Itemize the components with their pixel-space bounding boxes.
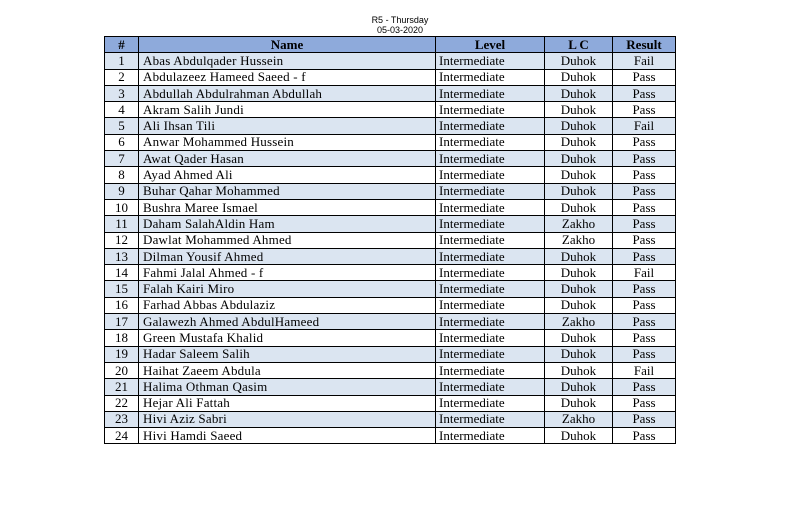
cell-level: Intermediate	[436, 167, 545, 183]
table-row	[105, 281, 676, 297]
table-row	[105, 314, 676, 330]
cell-lc: Zakho	[545, 411, 613, 427]
cell-lc: Duhok	[545, 395, 613, 411]
cell-number: 1	[105, 53, 139, 69]
cell-result: Pass	[613, 134, 676, 150]
table-row	[105, 167, 676, 183]
cell-name: Hivi Aziz Sabri	[139, 411, 436, 427]
cell-name: Green Mustafa Khalid	[139, 330, 436, 346]
cell-level: Intermediate	[436, 297, 545, 313]
cell-level: Intermediate	[436, 199, 545, 215]
cell-number: 19	[105, 346, 139, 362]
cell-name: Farhad Abbas Abdulaziz	[139, 297, 436, 313]
cell-lc: Duhok	[545, 362, 613, 378]
cell-number: 15	[105, 281, 139, 297]
cell-number: 21	[105, 379, 139, 395]
cell-level: Intermediate	[436, 346, 545, 362]
cell-name: Hadar Saleem Salih	[139, 346, 436, 362]
cell-result: Pass	[613, 183, 676, 199]
table-row	[105, 346, 676, 362]
table-row	[105, 362, 676, 378]
table-row	[105, 216, 676, 232]
table-row	[105, 248, 676, 264]
cell-number: 23	[105, 411, 139, 427]
cell-level: Intermediate	[436, 330, 545, 346]
table-row	[105, 151, 676, 167]
cell-lc: Zakho	[545, 216, 613, 232]
cell-level: Intermediate	[436, 53, 545, 69]
table-row	[105, 134, 676, 150]
cell-number: 10	[105, 199, 139, 215]
table-row	[105, 232, 676, 248]
cell-name: Falah Kairi Miro	[139, 281, 436, 297]
table-row	[105, 265, 676, 281]
cell-name: Abdulazeez Hameed Saeed - f	[139, 69, 436, 85]
cell-number: 2	[105, 69, 139, 85]
cell-lc: Duhok	[545, 428, 613, 444]
column-header-number: #	[105, 37, 139, 53]
cell-level: Intermediate	[436, 183, 545, 199]
cell-result: Pass	[613, 281, 676, 297]
cell-number: 12	[105, 232, 139, 248]
cell-result: Pass	[613, 330, 676, 346]
cell-lc: Duhok	[545, 134, 613, 150]
cell-result: Pass	[613, 428, 676, 444]
cell-name: Abas Abdulqader Hussein	[139, 53, 436, 69]
table-row	[105, 69, 676, 85]
cell-lc: Duhok	[545, 85, 613, 101]
cell-number: 9	[105, 183, 139, 199]
table-row	[105, 102, 676, 118]
cell-number: 4	[105, 102, 139, 118]
cell-result: Pass	[613, 167, 676, 183]
cell-name: Galawezh Ahmed AbdulHameed	[139, 314, 436, 330]
cell-lc: Duhok	[545, 118, 613, 134]
cell-lc: Duhok	[545, 69, 613, 85]
cell-number: 16	[105, 297, 139, 313]
cell-name: Hivi Hamdi Saeed	[139, 428, 436, 444]
document-date: 05-03-2020	[376, 25, 424, 35]
cell-name: Awat Qader Hasan	[139, 151, 436, 167]
cell-name: Daham SalahAldin Ham	[139, 216, 436, 232]
results-table	[104, 36, 676, 444]
cell-result: Pass	[613, 248, 676, 264]
table-body	[105, 53, 676, 444]
cell-result: Pass	[613, 297, 676, 313]
cell-result: Pass	[613, 69, 676, 85]
cell-number: 14	[105, 265, 139, 281]
cell-number: 8	[105, 167, 139, 183]
cell-result: Pass	[613, 395, 676, 411]
cell-lc: Duhok	[545, 330, 613, 346]
cell-level: Intermediate	[436, 69, 545, 85]
cell-result: Fail	[613, 118, 676, 134]
cell-number: 11	[105, 216, 139, 232]
column-header-result: Result	[613, 37, 676, 53]
cell-level: Intermediate	[436, 102, 545, 118]
cell-number: 22	[105, 395, 139, 411]
table-row	[105, 297, 676, 313]
cell-level: Intermediate	[436, 134, 545, 150]
cell-number: 6	[105, 134, 139, 150]
cell-level: Intermediate	[436, 379, 545, 395]
cell-result: Pass	[613, 411, 676, 427]
cell-name: Dawlat Mohammed Ahmed	[139, 232, 436, 248]
cell-level: Intermediate	[436, 395, 545, 411]
cell-result: Pass	[613, 232, 676, 248]
column-header-name: Name	[139, 37, 436, 53]
cell-lc: Duhok	[545, 199, 613, 215]
cell-lc: Duhok	[545, 346, 613, 362]
table-row	[105, 118, 676, 134]
cell-lc: Duhok	[545, 248, 613, 264]
table-row	[105, 411, 676, 427]
cell-result: Fail	[613, 265, 676, 281]
cell-level: Intermediate	[436, 216, 545, 232]
table-row	[105, 53, 676, 69]
cell-lc: Duhok	[545, 151, 613, 167]
cell-level: Intermediate	[436, 362, 545, 378]
cell-result: Pass	[613, 85, 676, 101]
cell-result: Pass	[613, 102, 676, 118]
cell-name: Anwar Mohammed Hussein	[139, 134, 436, 150]
cell-level: Intermediate	[436, 118, 545, 134]
cell-level: Intermediate	[436, 151, 545, 167]
cell-level: Intermediate	[436, 265, 545, 281]
cell-lc: Zakho	[545, 314, 613, 330]
cell-result: Pass	[613, 216, 676, 232]
cell-number: 18	[105, 330, 139, 346]
table-row	[105, 330, 676, 346]
table-row	[105, 428, 676, 444]
cell-lc: Zakho	[545, 232, 613, 248]
cell-level: Intermediate	[436, 411, 545, 427]
table-row	[105, 183, 676, 199]
document-title: R5 - Thursday	[371, 15, 429, 25]
cell-level: Intermediate	[436, 85, 545, 101]
column-header-lc: L C	[545, 37, 613, 53]
cell-number: 24	[105, 428, 139, 444]
table-row	[105, 199, 676, 215]
cell-lc: Duhok	[545, 297, 613, 313]
cell-lc: Duhok	[545, 183, 613, 199]
cell-name: Ayad Ahmed Ali	[139, 167, 436, 183]
cell-number: 5	[105, 118, 139, 134]
cell-name: Dilman Yousif Ahmed	[139, 248, 436, 264]
cell-name: Bushra Maree Ismael	[139, 199, 436, 215]
cell-name: Haihat Zaeem Abdula	[139, 362, 436, 378]
cell-number: 20	[105, 362, 139, 378]
cell-level: Intermediate	[436, 428, 545, 444]
cell-number: 7	[105, 151, 139, 167]
cell-level: Intermediate	[436, 281, 545, 297]
cell-level: Intermediate	[436, 232, 545, 248]
cell-name: Ali Ihsan Tili	[139, 118, 436, 134]
cell-name: Halima Othman Qasim	[139, 379, 436, 395]
table-row	[105, 85, 676, 101]
cell-result: Pass	[613, 314, 676, 330]
cell-result: Pass	[613, 346, 676, 362]
table-row	[105, 379, 676, 395]
cell-name: Hejar Ali Fattah	[139, 395, 436, 411]
cell-result: Pass	[613, 379, 676, 395]
cell-lc: Duhok	[545, 379, 613, 395]
cell-result: Pass	[613, 151, 676, 167]
column-header-level: Level	[436, 37, 545, 53]
cell-lc: Duhok	[545, 53, 613, 69]
cell-level: Intermediate	[436, 248, 545, 264]
table-row	[105, 395, 676, 411]
cell-lc: Duhok	[545, 102, 613, 118]
cell-level: Intermediate	[436, 314, 545, 330]
cell-number: 13	[105, 248, 139, 264]
cell-name: Buhar Qahar Mohammed	[139, 183, 436, 199]
table-header-row	[105, 37, 676, 53]
cell-number: 17	[105, 314, 139, 330]
cell-result: Pass	[613, 199, 676, 215]
cell-lc: Duhok	[545, 265, 613, 281]
cell-lc: Duhok	[545, 281, 613, 297]
cell-name: Fahmi Jalal Ahmed - f	[139, 265, 436, 281]
cell-name: Akram Salih Jundi	[139, 102, 436, 118]
cell-lc: Duhok	[545, 167, 613, 183]
cell-result: Fail	[613, 53, 676, 69]
cell-number: 3	[105, 85, 139, 101]
cell-name: Abdullah Abdulrahman Abdullah	[139, 85, 436, 101]
cell-result: Fail	[613, 362, 676, 378]
